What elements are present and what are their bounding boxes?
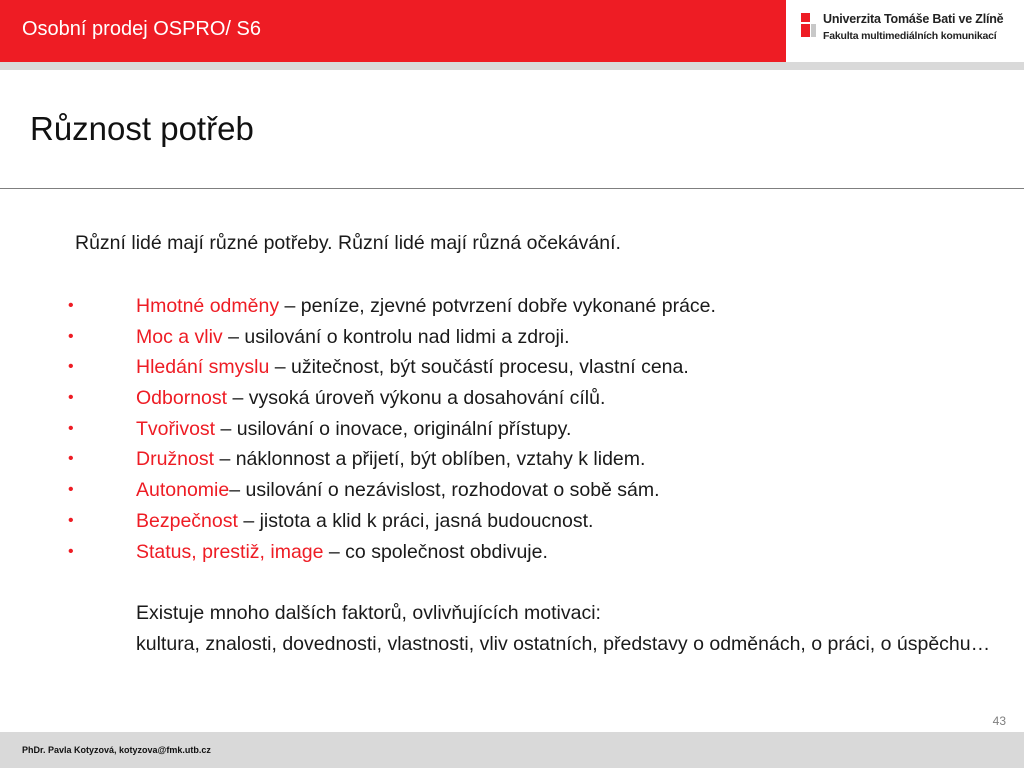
- page-number: 43: [992, 714, 1006, 728]
- need-description: – vysoká úroveň výkonu a dosahování cílů.: [227, 387, 606, 410]
- need-description: – usilování o nezávislost, rozhodovat o sobě sám.: [229, 479, 660, 502]
- university-logo: [786, 0, 1024, 62]
- need-description: – náklonnost a přijetí, být oblíben, vztahy k lidem.: [214, 448, 646, 471]
- footer-bar: [0, 732, 1024, 768]
- need-description: – užitečnost, být součástí procesu, vlastní cena.: [269, 356, 689, 379]
- need-description: – peníze, zjevné potvrzení dobře vykonané práce.: [279, 295, 716, 317]
- university-name: Univerzita Tomáše Bati ve Zlíně: [823, 12, 1004, 26]
- bullet-icon: •: [68, 419, 74, 437]
- need-term: Bezpečnost: [136, 509, 238, 532]
- need-term: Autonomie: [136, 479, 230, 502]
- bullet-icon: •: [68, 297, 74, 314]
- slide-title: Různost potřeb: [30, 110, 254, 147]
- need-term: Hledání smyslu: [136, 356, 270, 379]
- need-term: Moc a vliv: [136, 325, 223, 348]
- title-divider: [0, 188, 1024, 189]
- bullet-icon: •: [68, 358, 74, 376]
- bullet-icon: •: [68, 327, 74, 345]
- header-divider-band: [0, 62, 1024, 70]
- header-bar: [0, 0, 786, 62]
- need-description: – usilování o kontrolu nad lidmi a zdroji.: [222, 325, 570, 348]
- need-term: Hmotné odměny: [136, 295, 280, 317]
- author-contact: PhDr. Pavla Kotyzová, kotyzova@fmk.utb.cz: [22, 745, 211, 755]
- need-term: Tvořivost: [136, 417, 216, 440]
- course-title: Osobní prodej OSPRO/ S6: [22, 18, 262, 40]
- other-factors-text: kultura, znalosti, dovednosti, vlastnosti, vliv ostatních, představy o odměnách, o práci, o úspěchu…: [136, 632, 991, 655]
- bullet-icon: •: [68, 481, 74, 499]
- bullet-icon: •: [68, 450, 74, 468]
- intro-text: Různí lidé mají různé potřeby. Různí lidé mají různá očekávání.: [75, 232, 621, 254]
- need-term: Družnost: [136, 448, 215, 471]
- other-factors-heading: Existuje mnoho dalších faktorů, ovlivňujících motivaci:: [136, 602, 601, 624]
- need-term: Status, prestiž, image: [136, 540, 324, 563]
- utb-logo-icon: [801, 13, 816, 37]
- bullet-icon: •: [68, 389, 74, 407]
- faculty-name: Fakulta multimediálních komunikací: [823, 30, 997, 42]
- bullet-icon: •: [68, 542, 74, 560]
- need-description: – jistota a klid k práci, jasná budoucnost.: [237, 509, 594, 532]
- bullet-icon: •: [68, 511, 74, 529]
- need-term: Odbornost: [136, 387, 228, 410]
- other-factors: [136, 598, 996, 659]
- need-description: – usilování o inovace, originální přístupy.: [215, 417, 572, 440]
- need-description: – co společnost obdivuje.: [323, 540, 548, 563]
